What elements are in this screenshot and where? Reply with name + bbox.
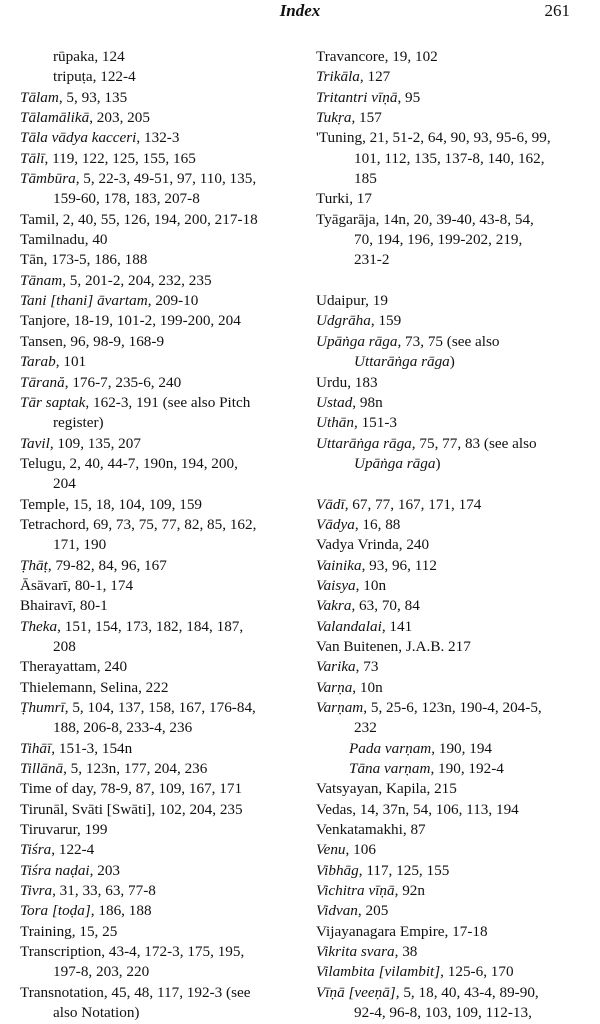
running-head [0,0,600,30]
index-entry [316,535,600,555]
index-entry-text: , 63, 70, 84 [351,597,420,615]
index-entry [316,393,600,413]
index-entry [20,657,295,677]
index-entry [316,861,600,881]
index-entry [20,678,295,698]
index-entry-text: , 75, 77, 83 (see also [411,434,537,452]
index-entry [20,434,295,454]
index-entry [316,1003,600,1023]
index-entry [20,881,295,901]
index-entry-text: Venkatamakhi, 87 [316,821,426,839]
index-entry [20,1003,295,1023]
index-entry [316,149,600,169]
index-entry [20,373,295,393]
index-entry [20,67,295,87]
index-term-italic: Vaisya [316,576,356,594]
index-entry [316,373,600,393]
index-term-italic: Vichitra vīṇā [316,882,395,900]
page-title: Index [279,1,321,20]
index-entry [20,128,295,148]
index-entry [316,800,600,820]
index-term-italic: Tāmbūra [20,170,76,188]
index-entry-text: Tirunāl, Svāti [Swāti], 102, 204, 235 [20,800,243,818]
index-term-italic: Ṭhumrī [20,699,65,716]
index-entry [20,576,295,596]
index-entry-text: 231-2 [354,251,390,269]
index-entry-text: 185 [354,170,377,188]
index-entry-text: , 159 [370,312,402,330]
index-term-italic: Upāṅga rāga [354,454,436,472]
index-entry [316,189,600,209]
index-entry-text: ) [435,454,441,472]
index-entry [316,454,600,474]
index-entry [316,495,600,515]
index-entry-text: , 5, 22-3, 49-51, 97, 110, 135, [75,170,257,188]
index-entry [316,617,600,637]
index-entry-text: 232 [354,719,377,737]
index-entry [316,230,600,250]
index-entry-text: , 117, 125, 155 [358,861,450,879]
index-entry-text: Training, 15, 25 [20,922,118,940]
index-entry-text: Vijayanagara Empire, 17-18 [316,922,488,940]
index-entry-text: , 186, 188 [90,902,152,920]
index-term-italic: Tivra [20,882,53,900]
index-entry [316,88,600,108]
index-entry [20,942,295,962]
index-term-italic: Vainika [316,556,362,574]
index-term-italic: Uttarāṅga rāga [316,434,412,452]
index-entry [20,352,295,372]
index-entry [20,108,295,128]
index-term-italic: Uttarāṅga rāga [354,353,450,371]
index-entry-text: , 106 [345,841,376,859]
index-term-italic: Tani [thani] āvartam [20,292,148,310]
index-term-italic: Tār saptak [20,393,86,411]
page-number: 261 [544,1,570,20]
index-entry-text: , 151-3, 154n [51,739,133,757]
index-entry [316,983,600,1003]
index-entry [20,596,295,616]
index-entry-text: , 10n [355,576,387,594]
index-term-italic: Vādya [316,515,355,533]
index-term-italic: Tarab [20,353,56,371]
index-entry-text: , 203 [89,861,121,879]
index-entry-text: Vadya Vrinda, 240 [316,536,430,554]
index-entry-text: 70, 194, 196, 199-202, 219, [354,231,523,249]
index-entry-text: ) [449,353,455,371]
index-entry [316,271,600,291]
index-entry-text: , 151-3 [353,414,397,432]
index-entry-text: Vedas, 14, 37n, 54, 106, 113, 194 [316,800,519,818]
index-entry [20,718,295,738]
index-term-italic: Tora [toḍa] [20,902,91,920]
index-entry-text: , 5, 123n, 177, 204, 236 [63,760,208,778]
index-entry-text: , 205 [357,902,389,920]
index-term-italic: Upāṅga rāga [316,332,398,350]
index-entry [316,128,600,148]
index-entry [20,779,295,799]
index-entry-text: register) [53,414,104,432]
index-entry [316,922,600,942]
index-entry [316,291,600,311]
index-term-italic: Tālamālikā [20,109,90,127]
index-entry-text: Transnotation, 45, 48, 117, 192-3 (see [20,983,251,1001]
index-entry-text: , 5, 201-2, 204, 232, 235 [62,271,212,289]
index-entry-text: , 122-4 [51,841,95,859]
index-entry [20,189,295,209]
index-term-italic: Tillānā [20,760,64,778]
index-entry-text: Udaipur, 19 [316,292,388,310]
index-entry [20,556,295,576]
index-entry [316,637,600,657]
index-entry [20,413,295,433]
index-entry [20,535,295,555]
index-entry-text: , 190, 194 [431,739,493,757]
index-entry-text: Tiruvarur, 199 [20,821,108,839]
index-entry-text: Temple, 15, 18, 104, 109, 159 [20,495,203,513]
index-term-italic: Vidvan [316,902,358,920]
index-entry [316,678,600,698]
index-entry [20,901,295,921]
index-entry [316,434,600,454]
index-entry-text: Telugu, 2, 40, 44-7, 190n, 194, 200, [20,454,238,472]
index-term-italic: Vikrita svara [316,943,395,961]
index-entry [20,962,295,982]
index-term-italic: Varṇam [316,699,364,716]
index-term-italic: Vādī [316,495,345,513]
index-entry [316,881,600,901]
index-entry [316,169,600,189]
index-entry [316,657,600,677]
index-term-italic: Varṇa [316,678,353,696]
index-entry [316,67,600,87]
index-entry [316,901,600,921]
index-entry [20,739,295,759]
index-entry [20,800,295,820]
index-entry-text: , 79-82, 84, 96, 167 [47,556,167,574]
index-entry-text: , 119, 122, 125, 155, 165 [44,149,196,167]
index-entry-text: , 98n [352,393,383,411]
index-entry-text: Turki, 17 [316,190,372,208]
index-entry-text: , 209-10 [147,292,199,310]
index-entry-text: , 67, 77, 167, 171, 174 [344,495,482,513]
index-entry [316,250,600,270]
index-term-italic: Tāna varṇam [349,760,431,778]
index-entry-text: , 109, 135, 207 [49,434,141,452]
index-entry-text: Bhairavī, 80-1 [20,597,108,615]
index-term-italic: Vakra [316,597,352,615]
index-entry [20,759,295,779]
index-entry [20,271,295,291]
index-entry [316,820,600,840]
index-term-italic: Ṭhāṭ [20,556,48,574]
index-term-italic: Trikāla [316,68,360,86]
index-entry-text: 101, 112, 135, 137-8, 140, 162, [354,149,545,167]
index-entry-text: , 16, 88 [354,515,401,533]
index-term-italic: Tāla vādya kacceri [20,129,137,147]
index-entry-text: 171, 190 [53,536,107,554]
index-entry-text: Tansen, 96, 98-9, 168-9 [20,332,165,350]
index-entry-text: , 101 [55,353,87,371]
index-entry-text: , 203, 205 [89,109,150,127]
index-entry [316,698,600,718]
index-term-italic: Tihāī [20,739,52,757]
index-term-italic: Varika [316,658,356,676]
index-entry [316,718,600,738]
index-entry [316,108,600,128]
index-entry-text: 197-8, 203, 220 [53,963,150,981]
index-entry-text: Therayattam, 240 [20,658,128,676]
index-term-italic: Tārană [20,373,65,391]
index-entry [20,474,295,494]
index-entry-text: , 38 [394,943,418,961]
index-term-italic: Ustad [316,393,353,411]
index-entry-text: 'Tuning, 21, 51-2, 64, 90, 93, 95-6, 99, [316,129,551,147]
index-entry [20,291,295,311]
index-term-italic: Vilambita [vilambit] [316,963,441,981]
index-entry-text: , 31, 33, 63, 77-8 [52,882,156,900]
index-entry-text: , 5, 104, 137, 158, 167, 176-84, [64,699,256,716]
index-entry [316,739,600,759]
index-entry-text: , 176-7, 235-6, 240 [64,373,182,391]
index-entry-text: Tamilnadu, 40 [20,231,108,249]
index-entry-text: , 73, 75 (see also [397,332,500,350]
index-entry-text: Time of day, 78-9, 87, 109, 167, 171 [20,780,243,798]
index-entry-text: Vatsyayan, Kapila, 215 [316,780,457,798]
index-entry [316,576,600,596]
index-entry-text: , 5, 25-6, 123n, 190-4, 204-5, [363,699,542,716]
index-entry [20,149,295,169]
index-entry [20,515,295,535]
index-entry-text: Āsāvarī, 80-1, 174 [20,576,134,594]
index-term-italic: Udgrāha [316,312,371,330]
index-entry [316,759,600,779]
index-term-italic: Pada varṇam [349,739,432,757]
index-entry-text: , 92n [394,882,425,900]
index-entry-text: , 157 [351,109,382,127]
index-entry-text: Transcription, 43-4, 172-3, 175, 195, [20,943,245,961]
index-entry [316,474,600,494]
index-entry [20,617,295,637]
index-term-italic: Valandalai [316,617,382,635]
index-term-italic: Tālam [20,88,59,106]
index-entry-text: Travancore, 19, 102 [316,48,438,65]
index-entry-text: , 190, 192-4 [430,760,504,778]
index-entry [20,210,295,230]
index-entry [20,311,295,331]
index-entry-text: , 5, 18, 40, 43-4, 89-90, [395,983,539,1001]
index-entry [20,495,295,515]
index-term-italic: Tālī [20,149,45,167]
index-term-italic: Tukṛa [316,109,352,127]
index-entry [316,515,600,535]
index-entry-text: Van Buitenen, J.A.B. 217 [316,637,471,655]
index-entry [20,169,295,189]
index-entry-text: tripuṭa, 122-4 [53,68,136,86]
index-entry-text: 92-4, 96-8, 103, 109, 112-13, [354,1004,532,1022]
index-entry [20,88,295,108]
index-column-left [20,47,295,1024]
index-entry [316,311,600,331]
index-entry-text: , 125-6, 170 [440,963,514,981]
index-entry [20,840,295,860]
index-entry [20,250,295,270]
index-term-italic: Tānam [20,271,63,289]
index-entry-text: 208 [53,637,76,655]
index-entry-text: rūpaka, 124 [53,48,125,65]
index-entry [316,556,600,576]
index-entry-text: Tanjore, 18-19, 101-2, 199-200, 204 [20,312,241,330]
index-entry [20,230,295,250]
index-entry-text: Tān, 173-5, 186, 188 [20,251,148,269]
index-entry [20,983,295,1003]
index-term-italic: Tiśra [20,841,52,859]
index-entry [20,922,295,942]
index-entry-text: , 132-3 [136,129,180,147]
index-entry-text: , 73 [355,658,379,676]
index-entry-text: 204 [53,475,76,493]
index-entry [316,210,600,230]
index-entry [20,861,295,881]
index-entry-text: Thielemann, Selina, 222 [20,678,169,696]
index-entry [20,393,295,413]
index-term-italic: Vibhāg [316,861,359,879]
index-entry [316,962,600,982]
index-entry [20,454,295,474]
index-entry-text: , 93, 96, 112 [361,556,437,574]
index-term-italic: Venu [316,841,346,859]
index-term-italic: Tiśra naḍai [20,861,90,879]
index-entry [316,413,600,433]
index-term-italic: Vīṇā [veeṇā] [316,983,396,1001]
index-entry-text: Tyāgarāja, 14n, 20, 39-40, 43-8, 54, [316,210,534,228]
index-entry [316,596,600,616]
index-entry-text: , 127 [359,68,391,86]
index-entry-text: , 10n [352,678,383,696]
index-entry-text: , 151, 154, 173, 182, 184, 187, [57,617,244,635]
index-term-italic: Uthān [316,414,354,432]
index-entry-text: Tamil, 2, 40, 55, 126, 194, 200, 217-18 [20,210,258,228]
index-entry [316,779,600,799]
index-entry [20,47,295,67]
index-entry [316,942,600,962]
index-entry-text: 188, 206-8, 233-4, 236 [53,719,193,737]
index-entry-text: , 141 [381,617,413,635]
index-entry [20,637,295,657]
index-entry-text: , 95 [397,88,421,106]
index-entry-text: also Notation) [53,1004,140,1022]
index-entry [20,820,295,840]
index-entry-text: Tetrachord, 69, 73, 75, 77, 82, 85, 162, [20,515,257,533]
index-entry-text: , 5, 93, 135 [58,88,128,106]
index-entry-text: , 162-3, 191 (see also Pitch [85,393,251,411]
index-entry [316,332,600,352]
index-entry-text: 159-60, 178, 183, 207-8 [53,190,200,208]
index-entry-text: Urdu, 183 [316,373,378,391]
index-entry [316,840,600,860]
index-entry [20,332,295,352]
index-term-italic: Tavil [20,434,50,452]
index-entry [316,47,600,67]
index-term-italic: Theka [20,617,58,635]
index-column-right [316,47,600,1024]
index-term-italic: Tritantri vīṇā [316,88,398,106]
index-entry [316,352,600,372]
index-entry [20,698,295,718]
